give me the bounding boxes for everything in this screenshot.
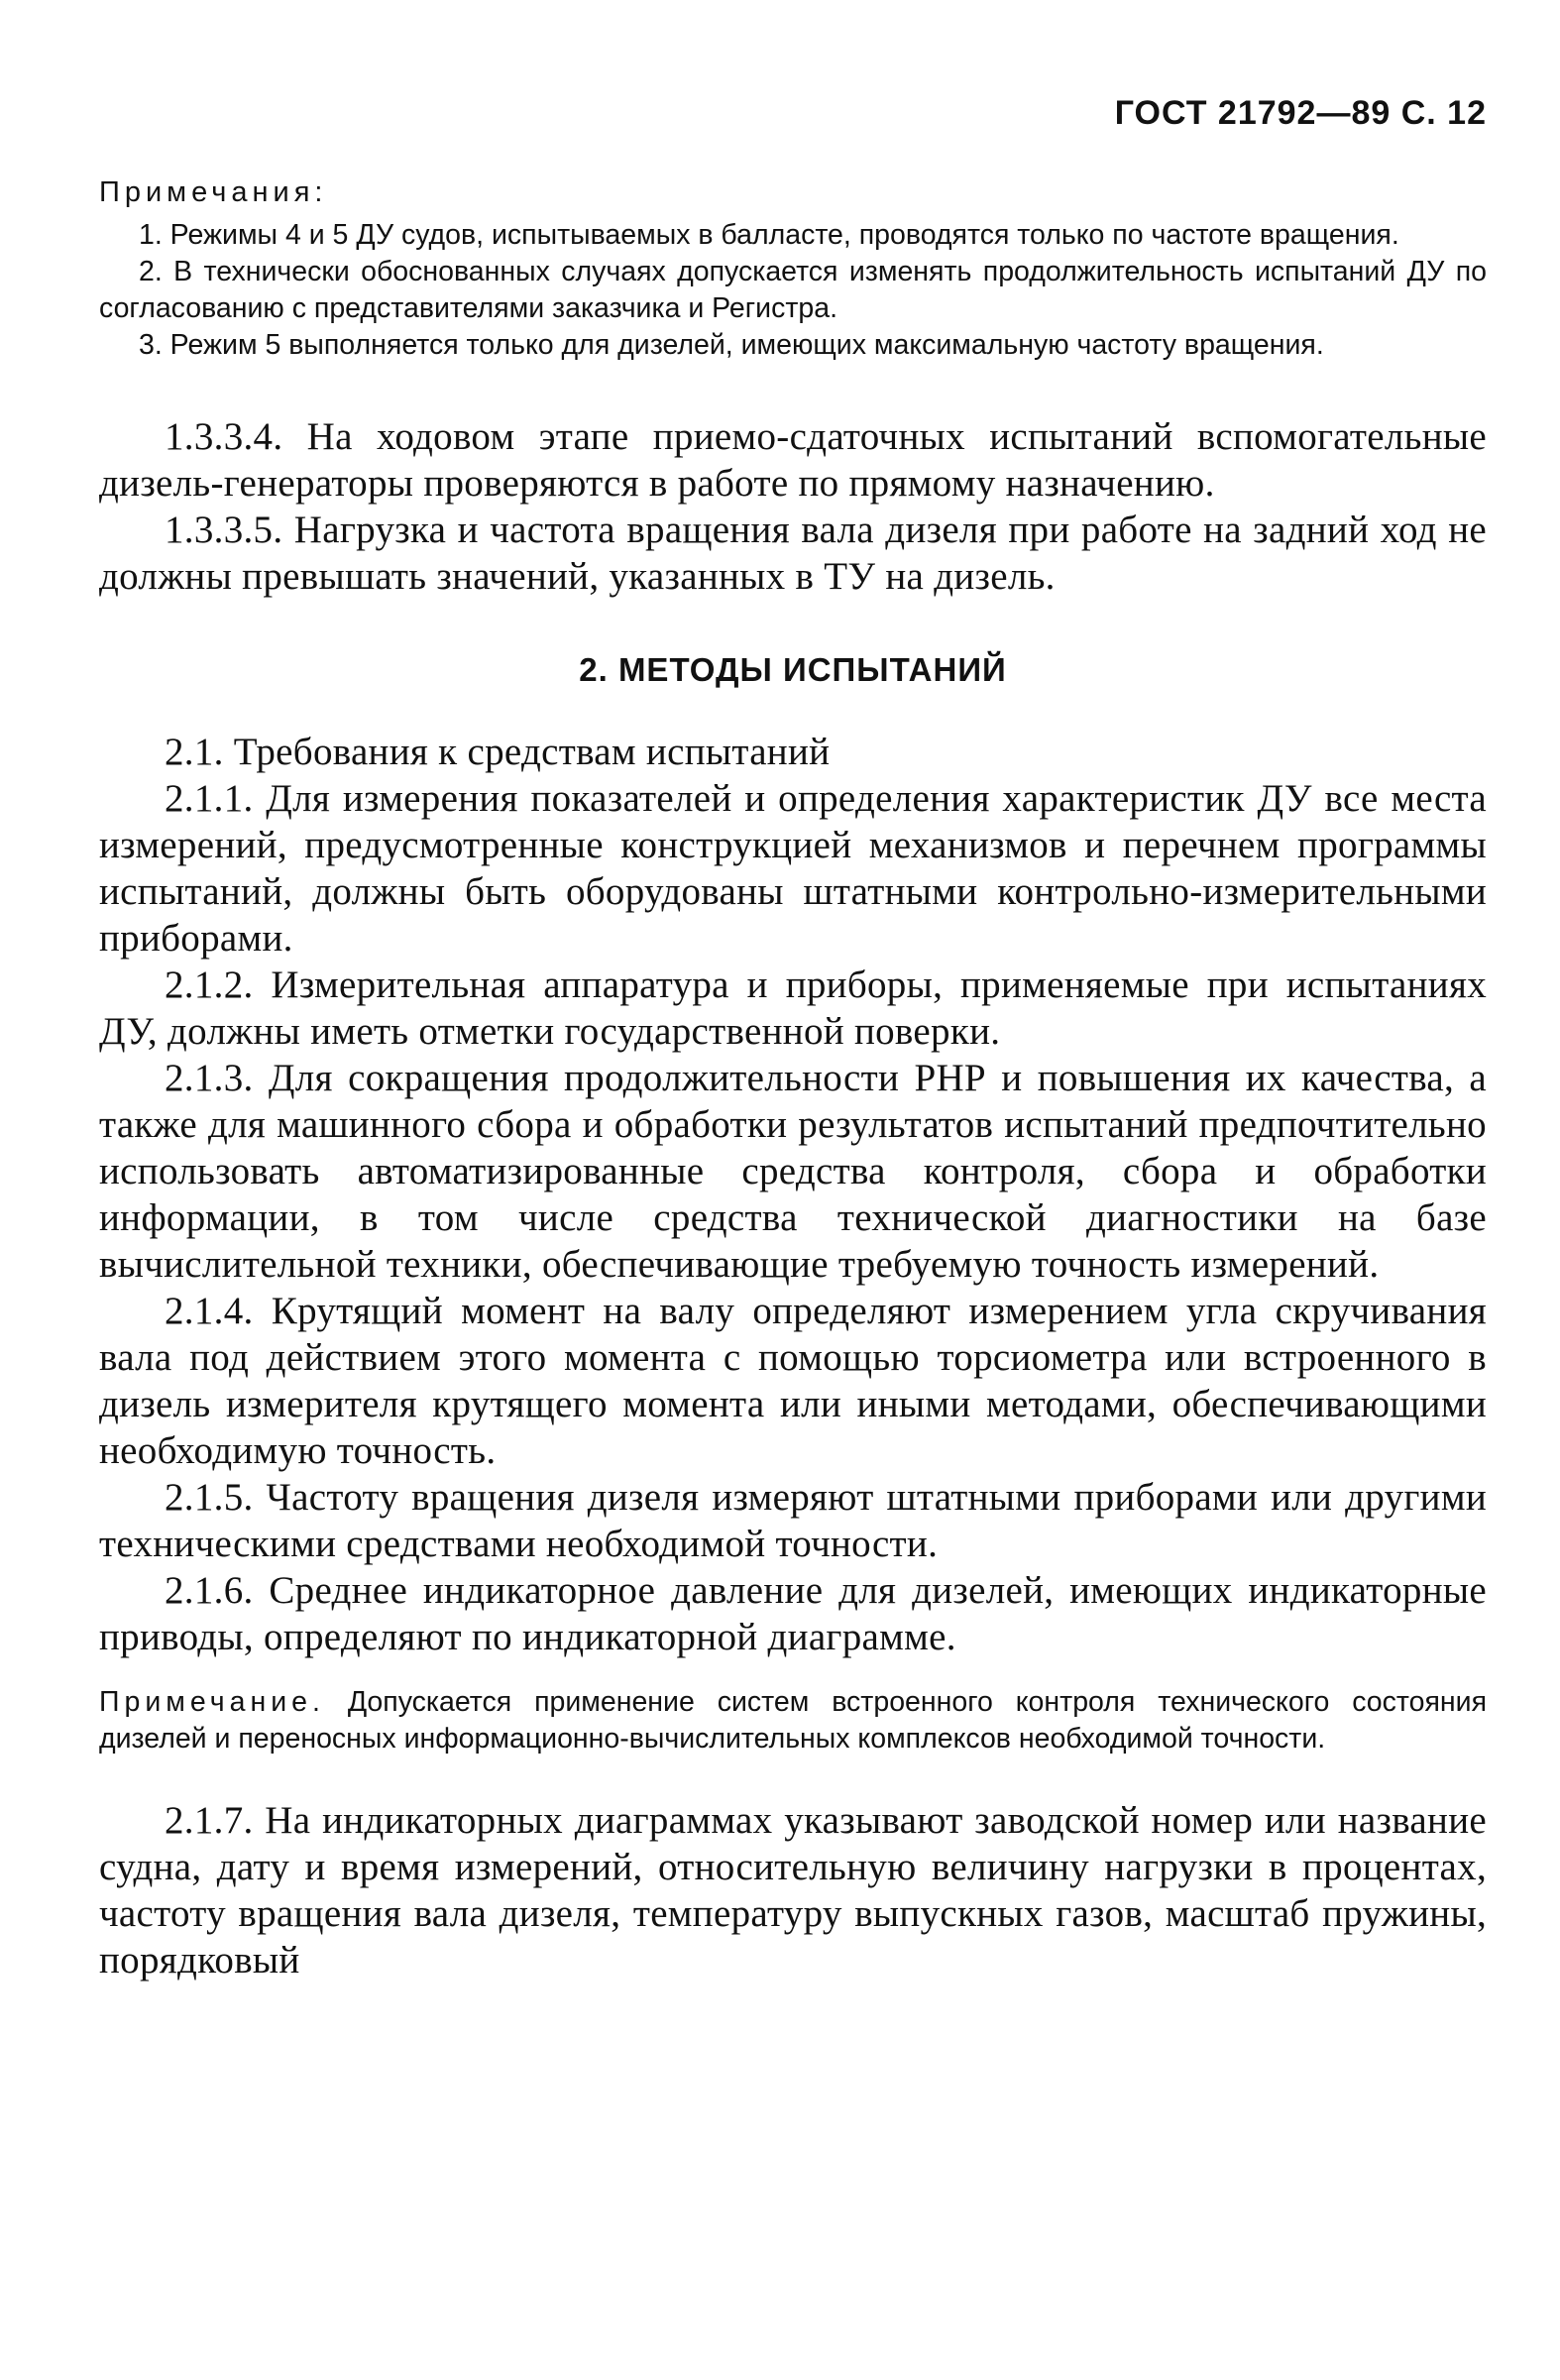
paragraph-2-1-3: 2.1.3. Для сокращения продолжительности РНР и повышения их качества, а также для машинного сбора и обработки результатов испытаний предпочтительно использовать автоматизированные средства контроля, сбора и обработки информации, в том числе средства технической диагностики на базе вычислительной техники, обеспечивающие требуемую точность измерений. <box>99 1057 1487 1286</box>
page-header: ГОСТ 21792—89 С. 12 <box>1114 94 1487 132</box>
note-item-2: 2. В технически обоснованных случаях допускается изменять продолжительность испытаний ДУ по согласованию с представителями заказчика и Регистра. <box>99 256 1487 324</box>
notes-block <box>99 176 1487 364</box>
note-text: Допускается применение систем встроенного контроля технического состояния дизелей и переносных информационно-вычислительных комплексов необходимой точности. <box>99 1686 1488 1755</box>
paragraph-2-1: 2.1. Требования к средствам испытаний <box>165 731 831 773</box>
paragraph-2-1-2: 2.1.2. Измерительная аппаратура и приборы, применяемые при испытаниях ДУ, должны иметь отметки государственной поверки. <box>99 963 1487 1053</box>
paragraph-2-1-6: 2.1.6. Среднее индикаторное давление для дизелей, имеющих индикаторные приводы, определяют по индикаторной диаграмме. <box>99 1569 1487 1658</box>
document-page <box>99 94 1487 1983</box>
notes-title: Примечания: <box>99 176 328 208</box>
paragraph-1-3-3-5: 1.3.3.5. Нагрузка и частота вращения вала дизеля при работе на задний ход не должны превышать значений, указанных в ТУ на дизель. <box>99 509 1487 598</box>
paragraph-2-1-5: 2.1.5. Частоту вращения дизеля измеряют штатными приборами или другими техническими средствами необходимой точности. <box>99 1476 1487 1565</box>
paragraph-1-3-3-4: 1.3.3.4. На ходовом этапе приемо-сдаточных испытаний вспомогательные дизель-генераторы проверяются в работе по прямому назначению. <box>99 415 1487 505</box>
paragraph-2-1-1: 2.1.1. Для измерения показателей и определения характеристик ДУ все места измерений, предусмотренные конструкцией механизмов и перечнем программы испытаний, должны быть оборудованы штатными контрольно-измерительными приборами. <box>99 777 1487 960</box>
note-item-3: 3. Режим 5 выполняется только для дизелей, имеющих максимальную частоту вращения. <box>139 329 1324 361</box>
note-label: Примечание. <box>99 1686 325 1718</box>
paragraph-2-1-7: 2.1.7. На индикаторных диаграммах указывают заводской номер или название судна, дату и время измерений, относительную величину нагрузки в процентах, частоту вращения вала дизеля, температуру выпускных газов, масштаб пружины, порядковый <box>99 1799 1487 1982</box>
note-block-2 <box>99 1684 1487 1757</box>
note-item-1: 1. Режимы 4 и 5 ДУ судов, испытываемых в балласте, проводятся только по частоте вращения. <box>139 219 1399 251</box>
section-title: 2. МЕТОДЫ ИСПЫТАНИЙ <box>579 651 1007 688</box>
paragraph-2-1-4: 2.1.4. Крутящий момент на валу определяют измерением угла скручивания вала под действием этого момента с помощью торсиометра или встроенного в дизель измерителя крутящего момента или иными методами, обеспечивающими необходимую точность. <box>99 1290 1487 1472</box>
